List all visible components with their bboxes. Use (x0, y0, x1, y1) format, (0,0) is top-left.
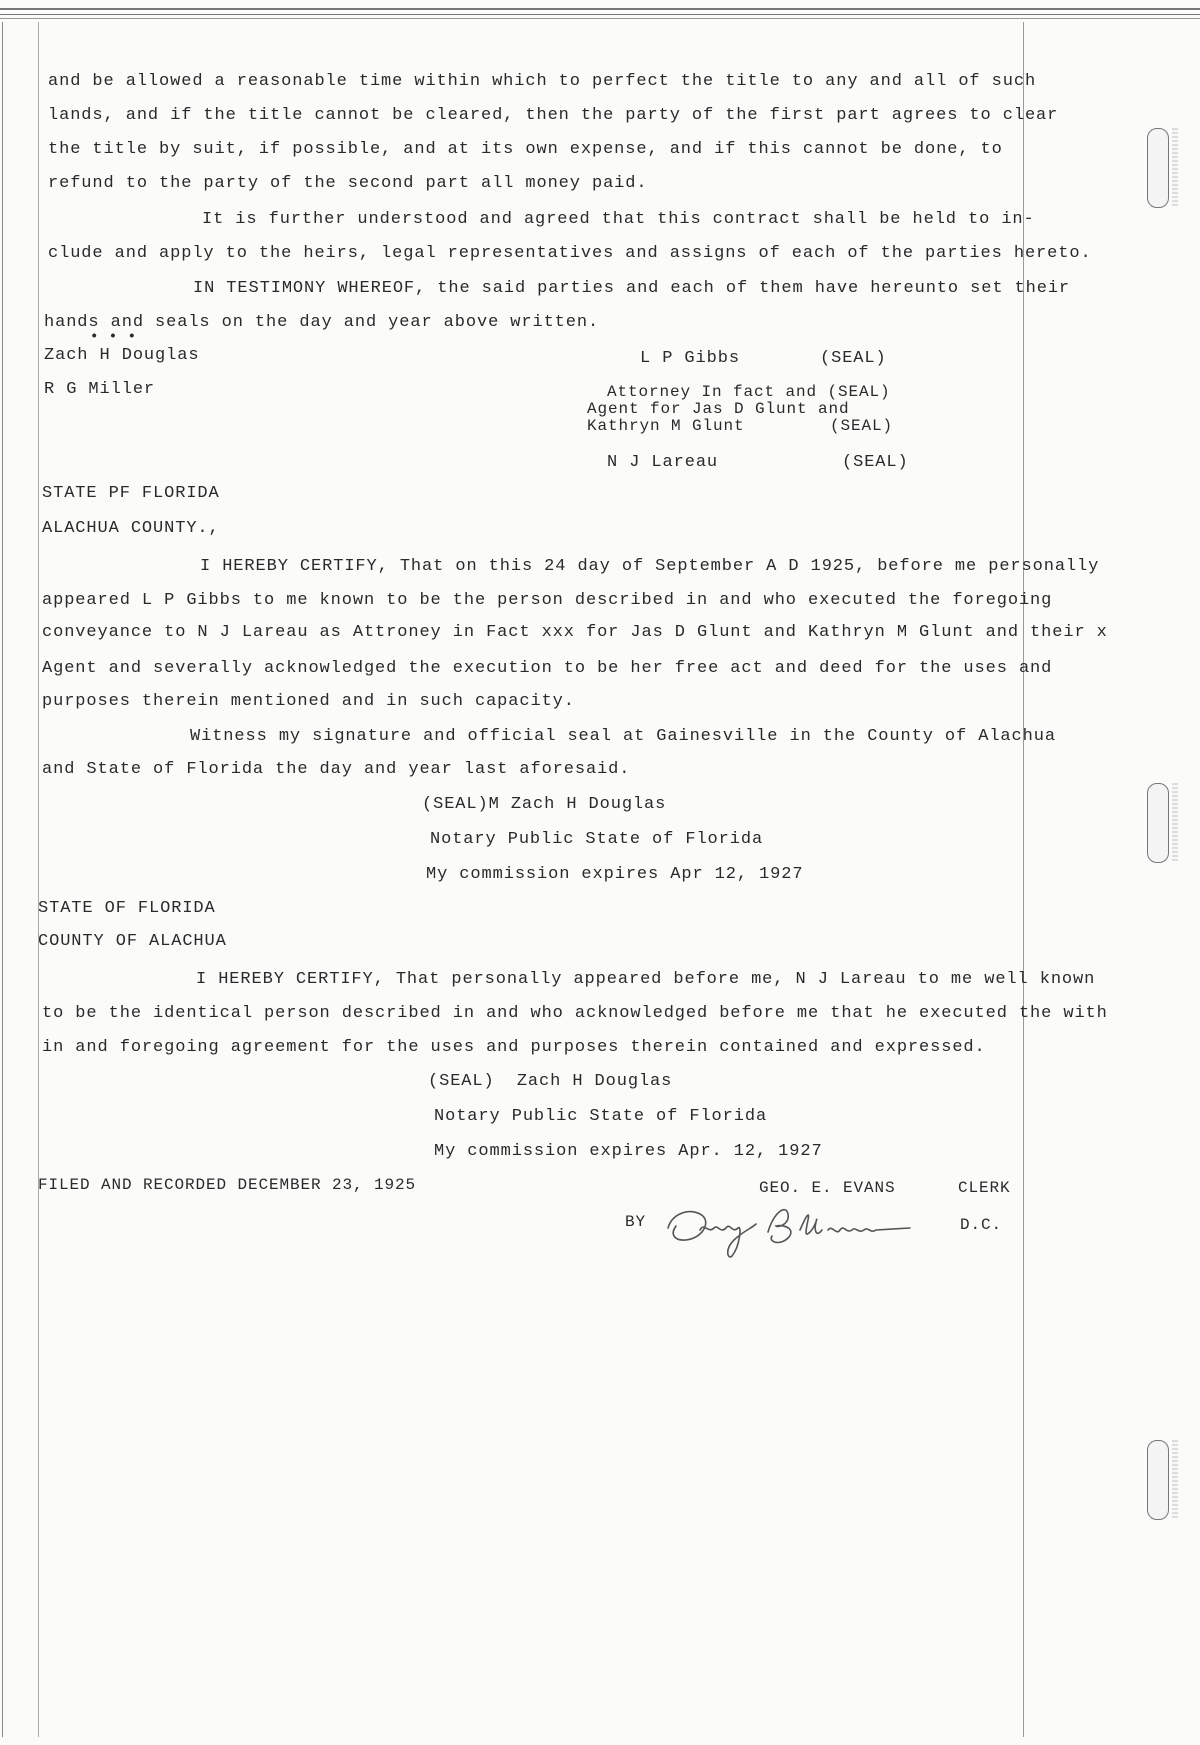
signatory-name: N J Lareau (607, 453, 719, 472)
top-rule (0, 8, 1200, 10)
signatory-title: Attorney In fact and (SEAL) (607, 383, 891, 401)
binder-hole-shadow (1172, 1440, 1178, 1518)
by-label: BY (625, 1213, 647, 1231)
handwritten-signature-icon (660, 1190, 940, 1260)
left-margin-line (38, 22, 39, 1737)
mark-dots: • • • (90, 329, 138, 345)
binder-hole-bottom (1147, 1440, 1169, 1520)
binder-hole-shadow (1172, 128, 1178, 206)
signatory-title: Agent for Jas D Glunt and (587, 400, 850, 418)
state-heading: STATE OF FLORIDA (38, 899, 216, 918)
seal-label: (SEAL) (830, 417, 894, 435)
text-line: to be the identical person described in and who acknowledged before me that he executed the with (42, 1004, 1108, 1023)
text-line: It is further understood and agreed that this contract shall be held to in- (202, 210, 1035, 229)
text-line: I HEREBY CERTIFY, That on this 24 day of September A D 1925, before me personally (200, 557, 1100, 576)
left-border (2, 22, 3, 1737)
notary-line: My commission expires Apr. 12, 1927 (434, 1142, 823, 1161)
clerk-name: GEO. E. EVANS (759, 1179, 896, 1197)
county-heading: ALACHUA COUNTY., (42, 519, 220, 538)
top-rule-thin (0, 14, 1200, 15)
binder-hole-middle (1147, 783, 1169, 863)
text-line: and be allowed a reasonable time within which to perfect the title to any and all of such (48, 72, 1037, 91)
text-line: Agent and severally acknowledged the execution to be her free act and deed for the uses and (42, 659, 1053, 678)
witness-name: Zach H Douglas (44, 346, 200, 365)
text-line: appeared L P Gibbs to me known to be the person described in and who executed the foregoing (42, 591, 1053, 610)
signatory-title: Kathryn M Glunt (587, 417, 745, 435)
notary-line: (SEAL)M Zach H Douglas (422, 795, 667, 814)
witness-name: R G Miller (44, 380, 156, 399)
deputy-title: D.C. (960, 1216, 1003, 1234)
text-line: lands, and if the title cannot be cleared, then the party of the first part agrees to clear (48, 106, 1059, 125)
notary-line: My commission expires Apr 12, 1927 (426, 865, 804, 884)
county-heading: COUNTY OF ALACHUA (38, 932, 227, 951)
binder-hole-shadow (1172, 783, 1178, 861)
binder-hole-top (1147, 128, 1169, 208)
text-line: clude and apply to the heirs, legal representatives and assigns of each of the parties hereto. (48, 244, 1092, 263)
text-line: I HEREBY CERTIFY, That personally appeared before me, N J Lareau to me well known (196, 970, 1096, 989)
top-rule-thin-2 (0, 18, 1200, 19)
seal-label: (SEAL) (820, 349, 887, 368)
state-heading: STATE PF FLORIDA (42, 484, 220, 503)
seal-label: (SEAL) (842, 453, 909, 472)
text-line: refund to the party of the second part all money paid. (48, 174, 648, 193)
notary-line: Notary Public State of Florida (430, 830, 764, 849)
text-line: purposes therein mentioned and in such capacity. (42, 692, 575, 711)
text-line: IN TESTIMONY WHEREOF, the said parties and each of them have hereunto set their (193, 279, 1071, 298)
signatory-name: L P Gibbs (640, 349, 740, 368)
text-line: hands and seals on the day and year above written. (44, 313, 600, 332)
filing-line: FILED AND RECORDED DECEMBER 23, 1925 (38, 1176, 417, 1194)
text-line: and State of Florida the day and year last aforesaid. (42, 760, 631, 779)
text-line: the title by suit, if possible, and at its own expense, and if this cannot be done, to (48, 140, 1003, 159)
notary-line: Notary Public State of Florida (434, 1107, 768, 1126)
clerk-title: CLERK (958, 1179, 1011, 1197)
text-line: in and foregoing agreement for the uses and purposes therein contained and expressed. (42, 1038, 986, 1057)
notary-line: (SEAL) Zach H Douglas (428, 1072, 673, 1091)
text-line: Witness my signature and official seal at Gainesville in the County of Alachua (190, 727, 1056, 746)
text-line: conveyance to N J Lareau as Attroney in Fact xxx for Jas D Glunt and Kathryn M Glunt and their x (42, 623, 1108, 642)
